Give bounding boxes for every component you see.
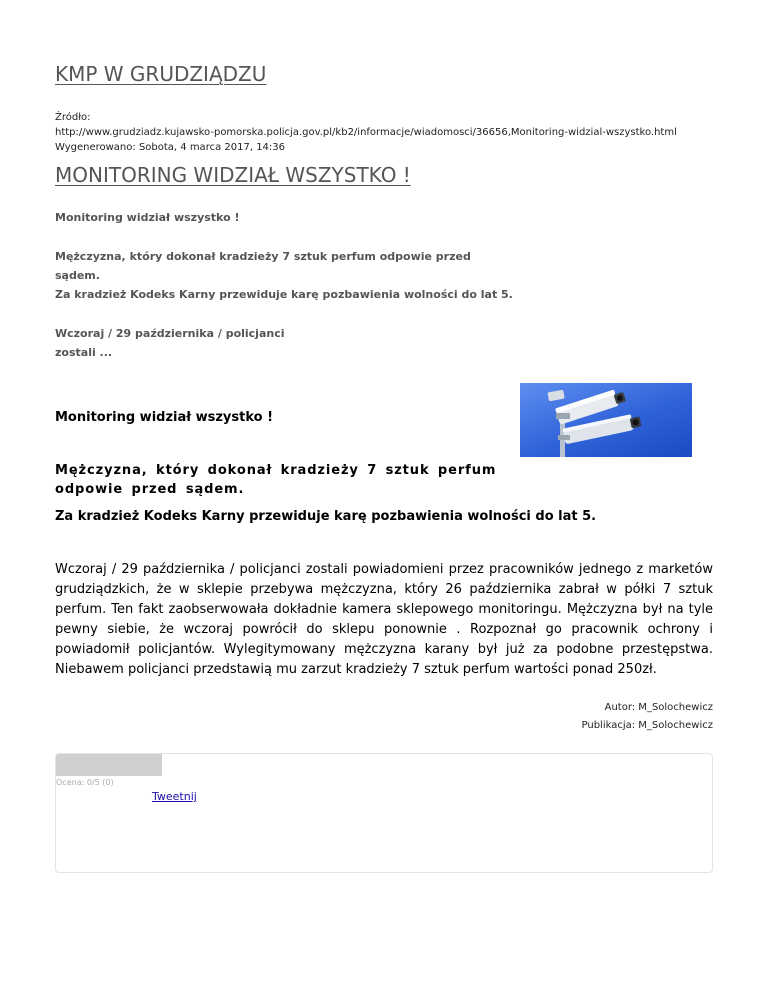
article-body: Wczoraj / 29 października / policjanci zostali powiadomieni przez pracowników jednego z marketów grudziądzkich, że w sklepie przebywa mężczyzna, który 26 października zabrał w półki 7 sztuk perfum. Ten fakt zaobserwowała dokładnie kamera sklepowego monitoringu. Mężczyzna był na tyle pewny siebie, że wczoraj powrócił do sklepu ponownie . Rozpoznał go pracownik ochrony i powiadomił policjantów. Wylegitymowany mężczyzna karany był już za podobne przestępstwa. Niebawem policjanci przedstawią mu zarzut kradzieży 7 sztuk perfum wartości ponad 250zł. [55,562,713,677]
site-title: KMP W GRUDZIĄDZU [55,62,267,86]
cctv-camera-photo [520,383,692,457]
article-title: MONITORING WIDZIAŁ WSZYSTKO ! [55,163,411,187]
body-title: Monitoring widział wszystko ! [55,410,274,425]
article-credits [582,699,713,735]
lead-line-2: Za kradzież Kodeks Karny przewiduje karę pozbawienia wolności do lat 5. [55,288,513,301]
lead-heading: Monitoring widział wszystko ! [55,211,240,224]
body-subtitle-2: Za kradzież Kodeks Karny przewiduje karę pozbawienia wolności do lat 5. [55,509,597,524]
source-url: http://www.grudziadz.kujawsko-pomorska.policja.gov.pl/kb2/informacje/wiadomosci/36656,Monitoring-widzial-wszystko.html [55,127,677,138]
document-meta [55,110,677,155]
tweet-link[interactable]: Tweetnij [152,790,197,803]
rating-stars-bar[interactable] [56,754,162,776]
source-label: Źródło: [55,112,91,123]
author: Autor: M_Solochewicz [604,702,713,713]
publication: Publikacja: M_Solochewicz [581,720,713,731]
lead-excerpt: Wczoraj / 29 października / policjanci zostali ... [55,327,285,359]
generated-date: Wygenerowano: Sobota, 4 marca 2017, 14:36 [55,142,286,153]
body-subtitle-1: Mężczyzna, który dokonał kradzieży 7 sztuk perfum odpowie przed sądem. [55,463,497,497]
lead-line-1: Mężczyzna, który dokonał kradzieży 7 sztuk perfum odpowie przed sądem. [55,250,471,282]
rating-panel [55,753,713,873]
rating-label: Ocena: 0/5 (0) [56,778,114,787]
article-lead [55,208,515,362]
